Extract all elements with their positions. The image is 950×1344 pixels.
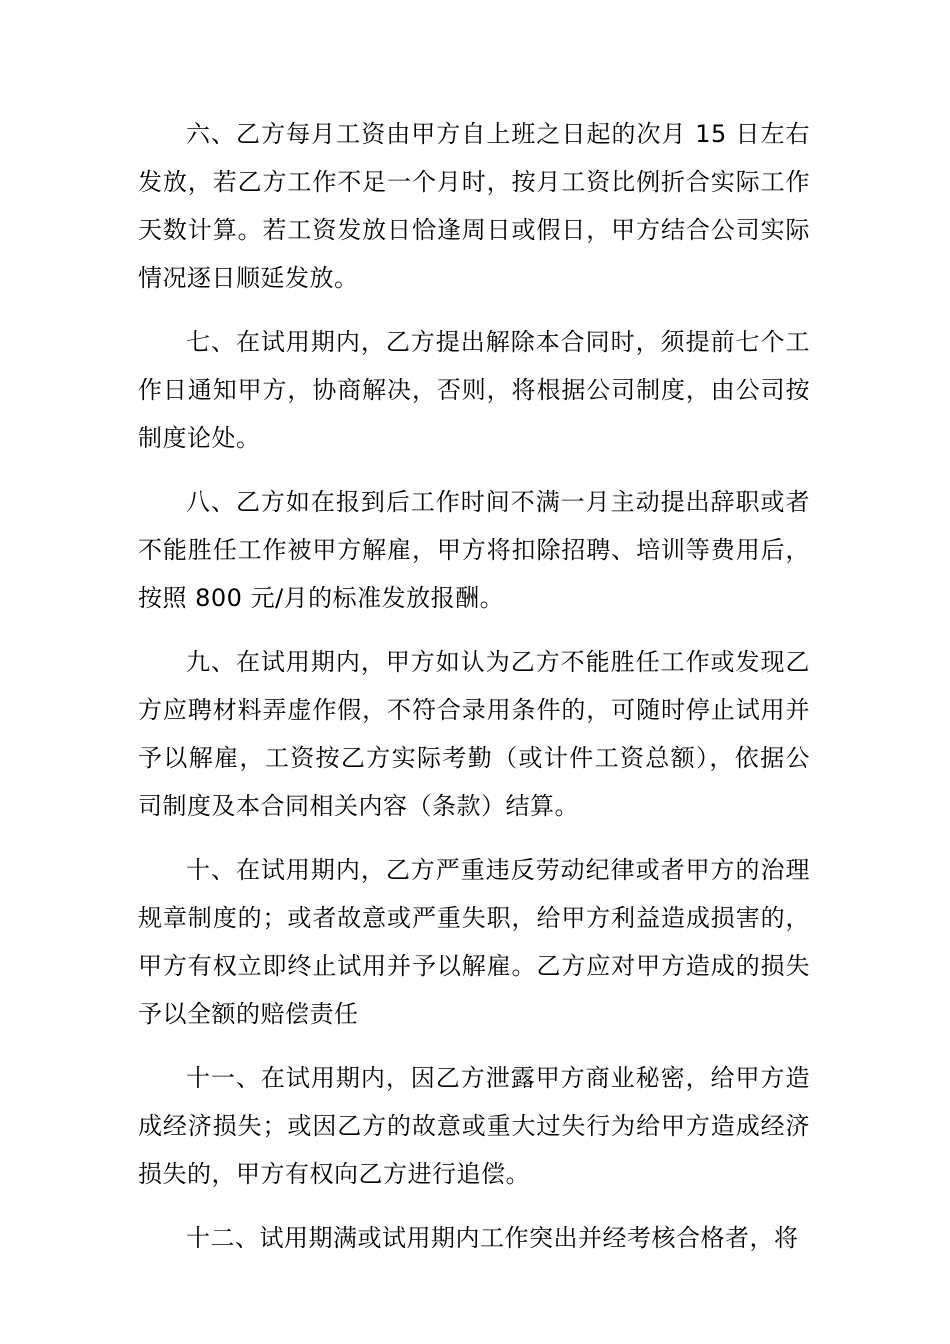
clause-7-paragraph: 七、在试用期内，乙方提出解除本合同时，须提前七个工作日通知甲方，协商解决，否则，将根据公司制度，由公司按制度论处。 [138,328,810,452]
clause-8-paragraph: 八、乙方如在报到后工作时间不满一月主动提出辞职或者不能胜任工作被甲方解雇，甲方将扣除招聘、培训等费用后，按照 800 元/月的标准发放报酬。 [138,488,810,612]
clause-12-paragraph: 十二、试用期满或试用期内工作突出并经考核合格者，将 [186,1224,799,1252]
clause-9-paragraph: 九、在试用期内，甲方如认为乙方不能胜任工作或发现乙方应聘材料弄虚作假，不符合录用条件的，可随时停止试用并予以解雇，工资按乙方实际考勤（或计件工资总额），依据公司制度及本合同相关内容（条款）结算。 [138,648,810,820]
clause-6-paragraph: 六、乙方每月工资由甲方自上班之日起的次月 15 日左右发放，若乙方工作不足一个月时，按月工资比例折合实际工作天数计算。若工资发放日恰逢周日或假日，甲方结合公司实际情况逐日顺延发放。 [138,120,810,292]
document-body [138,110,810,1278]
clause-10-paragraph: 十、在试用期内，乙方严重违反劳动纪律或者甲方的治理规章制度的；或者故意或严重失职，给甲方利益造成损害的，甲方有权立即终止试用并予以解雇。乙方应对甲方造成的损失予以全额的赔偿责任 [138,856,810,1028]
clause-11-paragraph: 十一、在试用期内，因乙方泄露甲方商业秘密，给甲方造成经济损失；或因乙方的故意或重大过失行为给甲方造成经济损失的，甲方有权向乙方进行追偿。 [138,1064,810,1188]
